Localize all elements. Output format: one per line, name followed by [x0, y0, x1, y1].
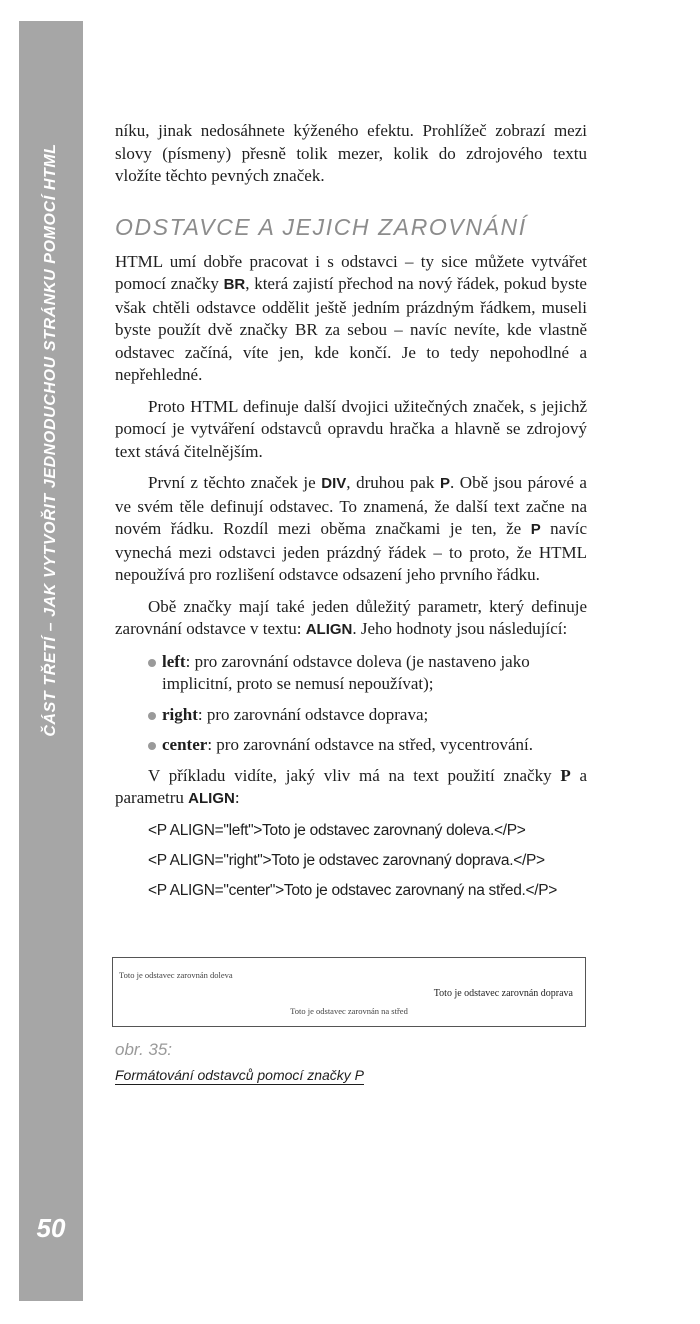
- paragraph-1: HTML umí dobře pracovat i s odstavci – ty sice můžete vytvářet pomocí značky BR, která zajistí přechod na nový řádek, pokud byste však chtěli odstavce oddělit ještě jedním prázdným řádkem, museli byste použít dvě značky BR za sebou – navíc nevíte, kde vlastně odstavec začíná, víte jen, kde končí. Je to tedy nepohodlné a nepřehledné.: [115, 251, 587, 384]
- keyword-align: ALIGN: [305, 621, 353, 638]
- sidebar-chapter-title: [19, 143, 83, 737]
- align-values-list: [115, 651, 587, 757]
- list-item: center: pro zarovnání odstavce na střed, vycentrování.: [148, 734, 587, 757]
- main-text: [115, 120, 587, 910]
- list-item: left: pro zarovnání odstavce doleva (je nastaveno jako implicitní, proto se nemusí nepoužívat);: [148, 651, 587, 696]
- paragraph-4: Obě značky mají také jeden důležitý parametr, který definuje zarovnání odstavce v textu: ALIGN. Jeho hodnoty jsou následující:: [115, 596, 587, 638]
- code-line-left: <P ALIGN="left">Toto je odstavec zarovnaný doleva.</P>: [148, 821, 526, 839]
- section-heading: ODSTAVCE A JEJICH ZAROVNÁNÍ: [115, 213, 527, 240]
- paragraph-5: V příkladu vidíte, jaký vliv má na text použití značky P a parametru ALIGN:: [115, 765, 587, 807]
- code-line-right: <P ALIGN="right">Toto je odstavec zarovnaný doprava.</P>: [148, 851, 545, 869]
- bullet-icon: [148, 742, 156, 750]
- keyword-p-bold: P: [560, 765, 571, 785]
- figure-right-line: Toto je odstavec zarovnán doprava: [433, 988, 573, 999]
- figure-center-line: Toto je odstavec zarovnán na střed: [290, 1006, 408, 1016]
- keyword-div: DIV: [321, 475, 347, 492]
- figure-left-line: Toto je odstavec zarovnán doleva: [119, 970, 233, 980]
- bullet-icon: [148, 659, 156, 667]
- code-line-center: <P ALIGN="center">Toto je odstavec zarovnaný na střed.</P>: [148, 881, 558, 899]
- bullet-icon: [148, 712, 156, 720]
- list-item: right: pro zarovnání odstavce doprava;: [148, 704, 587, 727]
- page-number: 50: [36, 1213, 66, 1243]
- intro-paragraph: níku, jinak nedosáhnete kýženého efektu. Prohlížeč zobrazí mezi slovy (písmeny) přesně tolik mezer, kolik do zdrojového textu vložíte těchto pevných značek.: [115, 121, 587, 185]
- figure-caption: Formátování odstavců pomocí značky P: [115, 1067, 364, 1083]
- figure-label: obr. 35:: [115, 1040, 173, 1059]
- paragraph-2: Proto HTML definuje další dvojici užitečných značek, s jejichž pomocí je vytváření odstavců opravdu hračka a hlavně se zdrojový text stává čitelnějším.: [115, 396, 587, 461]
- figure-screenshot: [112, 957, 586, 1027]
- keyword-p: P: [439, 475, 450, 492]
- paragraph-3: První z těchto značek je DIV, druhou pak P. Obě jsou párové a ve svém těle definují odstavec. To znamená, že další text začne na novém řádku. Rozdíl mezi oběma značkami je ten, že P navíc vynechá mezi odstavci jeden prázdný řádek – to proto, že HTML nepoužívá pro rozlišení odstavce odsazení jeho prvního řádku.: [115, 473, 587, 584]
- sidebar-title-text: ČÁST TŘETÍ – JAK VYTVOŘIT JEDNODUCHOU STRÁNKU POMOCÍ HTML: [42, 143, 59, 737]
- keyword-p: P: [530, 521, 541, 538]
- keyword-br: BR: [223, 276, 246, 293]
- keyword-align: ALIGN: [188, 790, 235, 807]
